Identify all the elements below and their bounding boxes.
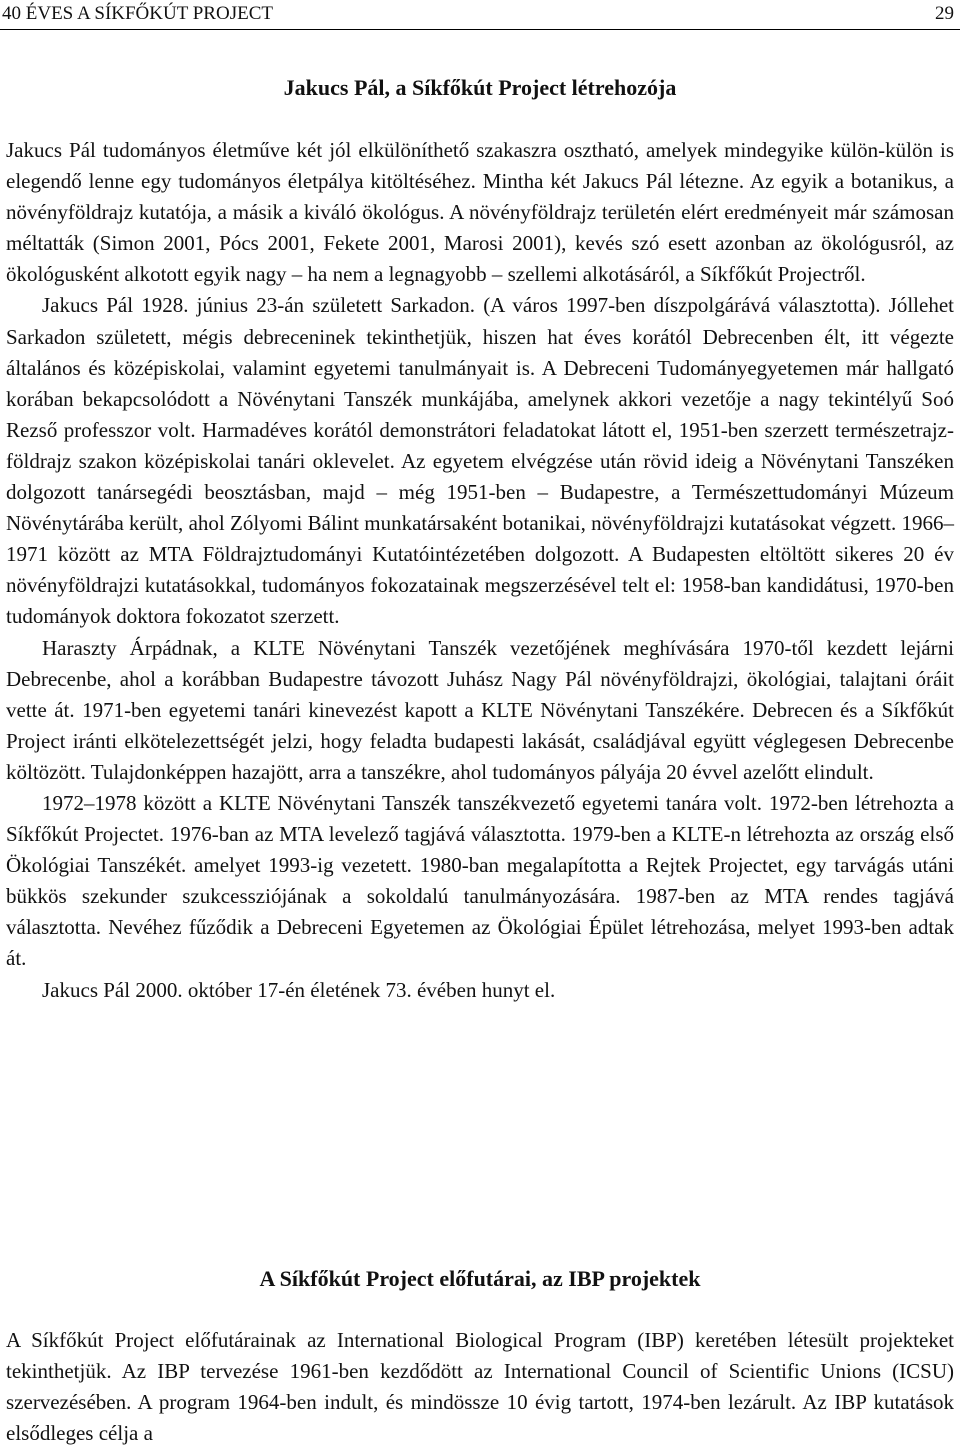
section-heading-jakucs: Jakucs Pál, a Síkfőkút Project létrehozója [283, 75, 677, 100]
running-title: 40 ÉVES A SÍKFŐKÚT PROJECT [2, 3, 273, 24]
paragraph: 1972–1978 között a KLTE Növénytani Tanszék tanszékvezető egyetemi tanára volt. 1972-ben létrehozta a Síkfőkút Projectet. 1976-ban az MTA levelező tagjává választotta. 1979-ben a KLTE-n létrehozta az ország első Ökológiai Tanszékét. amelyet 1993-ig vezetett. 1980-ban megalapította a Rejtek Projectet, egy tarvágás utáni bükkös szekunder szukcessziójának a sokoldalú tanulmányozására. 1987-ben az MTA rendes tagjává választotta. Nevéhez fűződik a Debreceni Egyetemen az Ökológiai Épület létrehozása, melyet 1993-ben adtak át. [6, 790, 954, 971]
section-heading-ibp: A Síkfőkút Project előfutárai, az IBP projektek [259, 1266, 701, 1291]
section-body-jakucs [6, 135, 954, 1006]
running-header [0, 0, 960, 30]
paragraph: Jakucs Pál tudományos életműve két jól elkülöníthető szakaszra osztható, amelyek mindegyike külön-külön is elegendő lenne egy tudományos életpálya kitöltéséhez. Mintha két Jakucs Pál létezne. Az egyik a botanikus, a növényföldrajz kutatója, a másik a kiváló ökológus. A növényföldrajz területén elért eredményeit már számosan méltatták (Simon 2001, Pócs 2001, Fekete 2001, Marosi 2001), kevés szó esett azonban az ökológusról, az ökológusként alkotott egyik nagy – ha nem a legnagyobb – szellemi alkotásáról, a Síkfőkút Projectről. [6, 138, 954, 287]
paragraph: Jakucs Pál 2000. október 17-én életének 73. évében hunyt el. [42, 977, 556, 1002]
section-body-ibp [6, 1325, 954, 1449]
paragraph: A Síkfőkút Project előfutárainak az International Biological Program (IBP) keretében létesült projekteket tekinthetjük. Az IBP tervezése 1961-ben kezdődött az International Council of Scientific Unions (ICSU) szervezésében. A program 1964-ben indult, és mindössze 10 évig tartott, 1974-ben lezárult. Az IBP kutatások elsődleges célja a [6, 1328, 954, 1446]
paragraph: Haraszty Árpádnak, a KLTE Növénytani Tanszék vezetőjének meghívására 1970-től kezdett lejárni Debrecenbe, ahol a korábban Budapestre távozott Juhász Nagy Pál növényföldrajzi, ökológiai, talajtani óráit vette át. 1971-ben egyetemi tanári kinevezést kapott a KLTE Növénytani Tanszékére. Debrecen és a Síkfőkút Project iránti elkötelezettségét jelzi, hogy feladta budapesti lakását, családjával együtt véglegesen Debrecenbe költözött. Tulajdonképpen hazajött, arra a tanszékre, ahol tudományos pályája 20 évvel azelőtt elindult. [6, 635, 954, 784]
paragraph: Jakucs Pál 1928. június 23-án született Sarkadon. (A város 1997-ben díszpolgárává választotta). Jóllehet Sarkadon született, mégis debreceninek tekinthetjük, hiszen hat éves korától Debrecenben élt, itt végezte általános és középiskolai, valamint egyetemi tanulmányait is. A Debreceni Tudományegyetemen már hallgató korában bekapcsolódott a Növénytani Tanszék munkájába, amelynek akkori vezetője a nagy tekintélyű Soó Rezső professzor volt. Harmadéves korától demonstrátori feladatokat látott el, 1951-ben szerzett természetrajz-földrajz szakon középiskolai tanári oklevelet. Az egyetem elvégzése után rövid ideig a Növénytani Tanszéken dolgozott tanársegédi beosztásban, majd – még 1951-ben – Budapestre, a Természettudományi Múzeum Növénytárába került, ahol Zólyomi Bálint munkatársaként botanikai, növényföldrajzi kutatásokat végzett. 1966–1971 között az MTA Földrajztudományi Kutatóintézetében dolgozott. A Budapesten eltöltött sikeres 20 év növényföldrajzi kutatásokkal, tudományos fokozatainak megszerzésével telt el: 1958-ban kandidátusi, 1970-ben tudományok doktora fokozatot szerzett. [6, 293, 954, 629]
page-number: 29 [935, 3, 954, 24]
